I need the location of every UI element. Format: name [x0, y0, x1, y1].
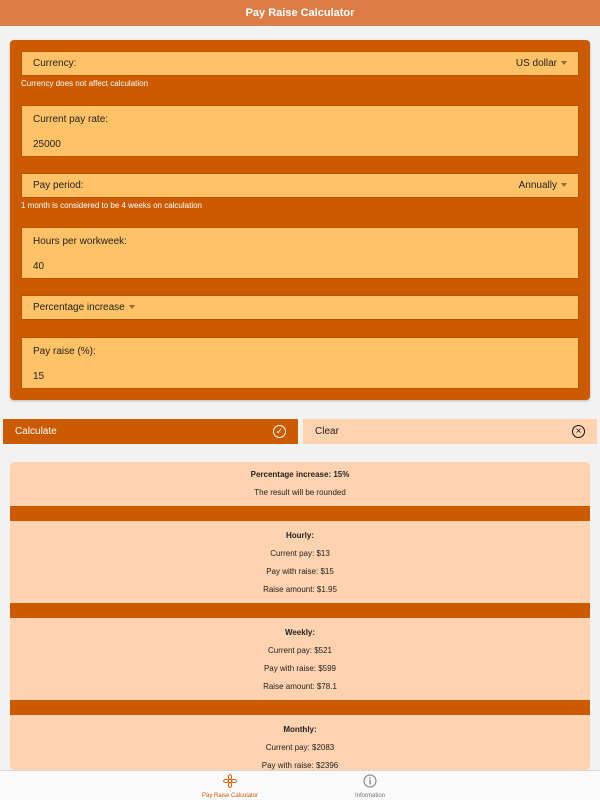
- tab-information-label: Information: [354, 793, 385, 799]
- hourly-amount: Raise amount: $1.95: [263, 585, 337, 594]
- tab-calculator-label: Pay Raise Calculator: [201, 793, 259, 799]
- hours-input[interactable]: 40: [33, 261, 45, 272]
- section-divider: [10, 603, 590, 618]
- calculate-label: Calculate: [15, 426, 57, 437]
- calculate-button[interactable]: [3, 419, 298, 444]
- app-title-bar: [0, 0, 600, 26]
- chevron-down-icon: [561, 183, 567, 187]
- hours-field[interactable]: [21, 227, 579, 279]
- tab-bar: [0, 770, 600, 800]
- clear-button[interactable]: [303, 419, 597, 444]
- weekly-amount: Raise amount: $78.1: [263, 682, 337, 691]
- currency-label: Currency:: [33, 58, 77, 69]
- pay-period-select[interactable]: [21, 173, 579, 198]
- monthly-title: Monthly:: [283, 725, 317, 734]
- raise-mode-select[interactable]: [21, 295, 579, 320]
- raise-field[interactable]: [21, 337, 579, 389]
- close-circle-icon: ×: [572, 425, 585, 438]
- calculator-flower-icon: [223, 774, 237, 788]
- weekly-title: Weekly:: [284, 628, 316, 637]
- pay-period-value: Annually: [518, 180, 557, 191]
- results-header: Percentage increase: 15%: [250, 470, 350, 479]
- check-circle-icon: ✓: [273, 425, 286, 438]
- section-divider: [10, 506, 590, 521]
- chevron-down-icon: [129, 305, 135, 309]
- weekly-current: Current pay: $521: [267, 646, 333, 655]
- hourly-title: Hourly:: [286, 531, 314, 540]
- pay-period-note: 1 month is considered to be 4 weeks on calculation: [21, 201, 202, 210]
- raise-mode-value: Percentage increase: [33, 302, 125, 313]
- pay-rate-input[interactable]: 25000: [33, 139, 61, 150]
- pay-rate-label: Current pay rate:: [33, 114, 109, 125]
- monthly-with-raise: Pay with raise: $2396: [261, 761, 339, 770]
- currency-value: US dollar: [515, 58, 557, 69]
- raise-label: Pay raise (%):: [33, 346, 96, 357]
- app-title: Pay Raise Calculator: [245, 7, 355, 19]
- hours-label: Hours per workweek:: [33, 236, 127, 247]
- currency-select[interactable]: [21, 51, 579, 76]
- chevron-down-icon: [561, 61, 567, 65]
- clear-label: Clear: [315, 426, 339, 437]
- hourly-with-raise: Pay with raise: $15: [266, 567, 334, 576]
- hourly-current: Current pay: $13: [270, 549, 330, 558]
- info-icon: [363, 774, 377, 788]
- raise-input[interactable]: 15: [33, 371, 45, 382]
- tab-calculator[interactable]: [155, 771, 305, 800]
- section-divider: [10, 700, 590, 715]
- pay-rate-field[interactable]: [21, 105, 579, 157]
- weekly-with-raise: Pay with raise: $599: [263, 664, 337, 673]
- results-panel: [10, 462, 590, 770]
- pay-period-label: Pay period:: [33, 180, 84, 191]
- input-form: [10, 40, 590, 400]
- currency-note: Currency does not affect calculation: [21, 79, 149, 88]
- monthly-current: Current pay: $2083: [265, 743, 335, 752]
- rounding-note: The result will be rounded: [254, 488, 346, 497]
- tab-information[interactable]: [295, 771, 445, 800]
